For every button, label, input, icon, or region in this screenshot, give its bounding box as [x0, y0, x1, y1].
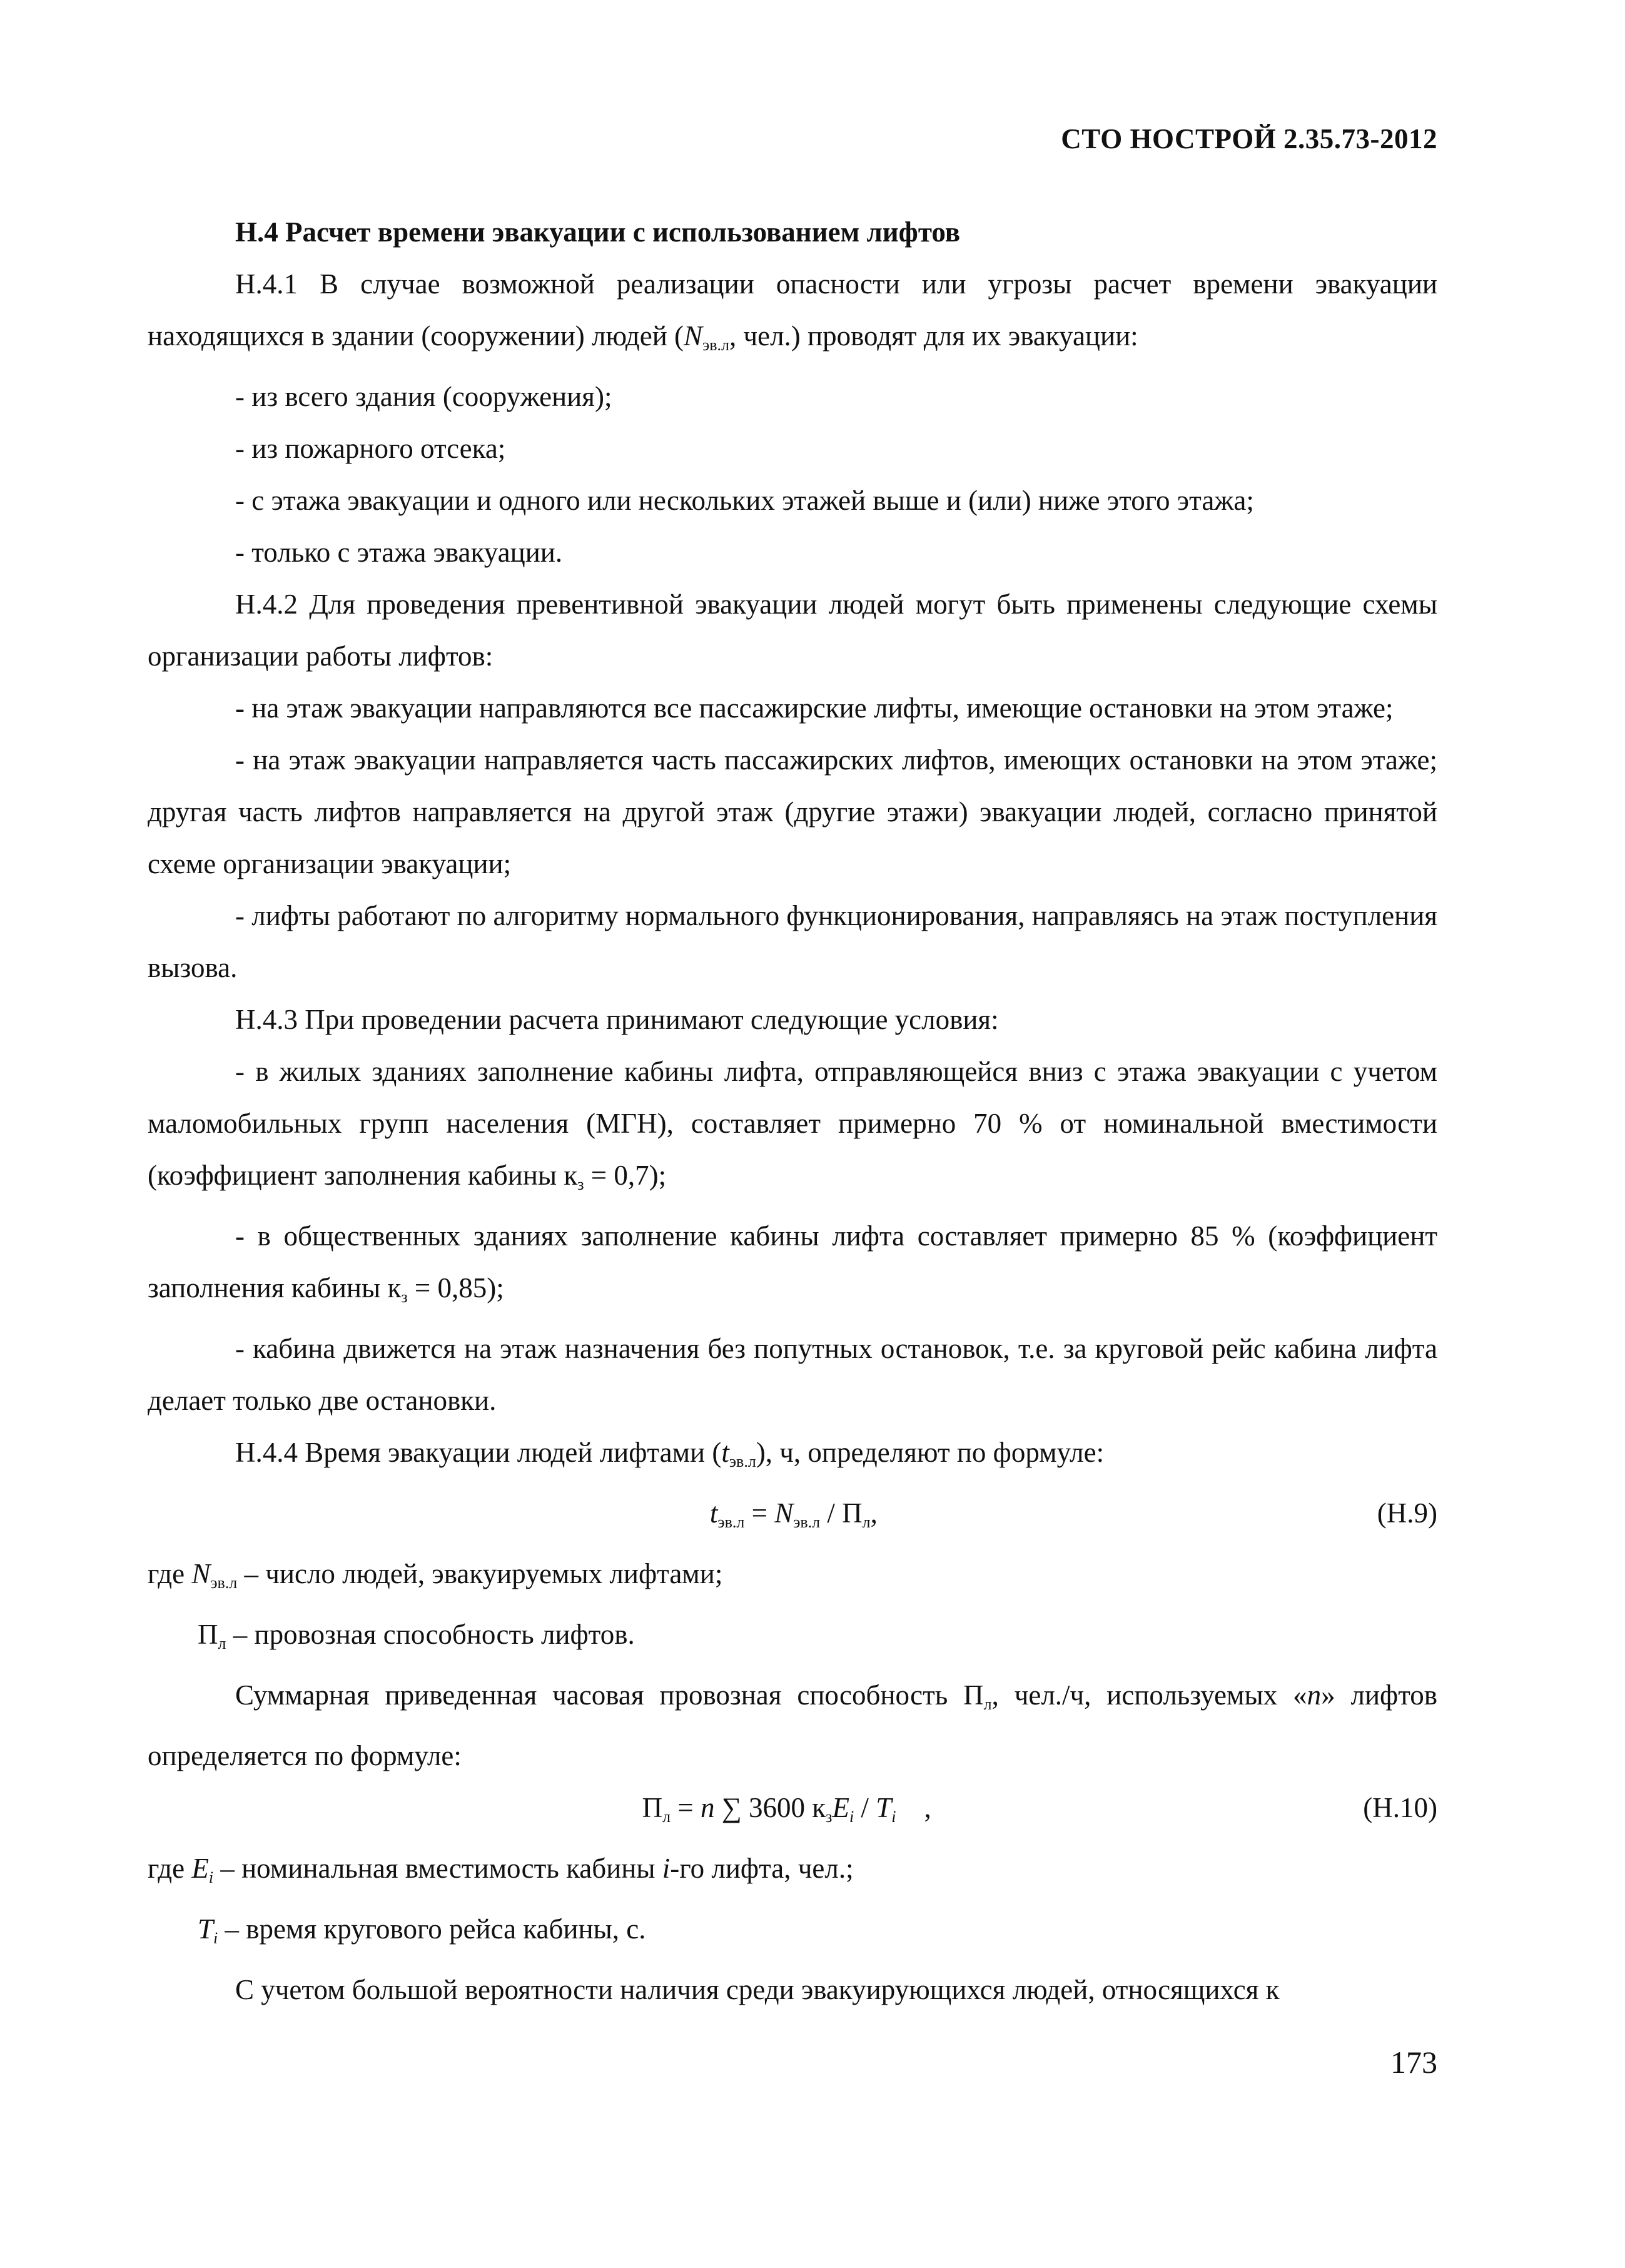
eq9-t: t: [709, 1497, 718, 1529]
where-h10-b: [148, 1903, 1437, 1964]
where10b-text: – время кругового рейса кабины, с.: [218, 1913, 646, 1945]
eq10-eq: =: [671, 1792, 701, 1823]
eq10-end: ,: [896, 1792, 931, 1823]
h41-sub: эв.л: [702, 336, 729, 354]
page-number: 173: [1390, 2045, 1437, 2080]
condition-item: - кабина движется на этаж назначения без попутных остановок, т.е. за круговой рейс кабина лифта делает только две остановки.: [148, 1333, 1437, 1416]
where10-sub: i: [208, 1868, 214, 1886]
condition-item: [148, 1046, 1437, 1210]
equation-h9: [148, 1487, 1437, 1548]
eq10-n: n: [700, 1792, 715, 1823]
where10b-var: T: [198, 1913, 214, 1945]
equation-h10-body: [148, 1782, 1363, 1843]
eq10-p: П: [642, 1792, 663, 1823]
cond2-text-a: - в общественных зданиях заполнение кабины лифта составляет примерно 85 % (коэффициент заполнения кабины к: [148, 1220, 1437, 1304]
list2-item: - лифты работают по алгоритму нормального функционирования, направляясь на этаж поступления вызова.: [148, 900, 1437, 983]
equation-h9-label: (Н.9): [1377, 1497, 1437, 1529]
page-body: [148, 206, 1437, 2016]
h41-var: N: [684, 320, 703, 352]
eq10-p-sub: л: [662, 1808, 671, 1826]
list1-item: - только с этажа эвакуации.: [235, 537, 563, 568]
eq9-t-sub: эв.л: [717, 1513, 745, 1531]
eq9-n: N: [774, 1497, 794, 1529]
equation-h10: [148, 1782, 1437, 1843]
list2-item: - на этаж эвакуации направляется часть пассажирских лифтов, имеющих остановки на этом этаже; другая часть лифтов направляется на другой этаж (другие этажи) эвакуации людей, согласно принятой схеме организации эвакуации;: [148, 744, 1437, 879]
where9-var: N: [191, 1558, 211, 1589]
eq10-e: E: [832, 1792, 849, 1823]
where10-ivar: i: [662, 1853, 671, 1884]
eq9-end: ,: [870, 1497, 878, 1529]
cond1-text-a: - в жилых зданиях заполнение кабины лифта, отправляющейся вниз с этажа эвакуации с учетом маломобильных групп населения (МГН), составляет примерно 70 % от номинальной вместимости (коэффициент заполнения кабины к: [148, 1056, 1437, 1191]
eq10-div: /: [854, 1792, 876, 1823]
sum-text-b: , чел./ч, используемых «: [991, 1679, 1307, 1711]
document-code-header: СТО НОСТРОЙ 2.35.73-2012: [1061, 123, 1437, 154]
where9b-var: П: [198, 1619, 218, 1650]
list2-item: - на этаж эвакуации направляются все пассажирские лифты, имеющие остановки на этом этаже;: [235, 692, 1394, 724]
where9b-text: – провозная способность лифтов.: [226, 1619, 635, 1650]
eq9-eq: =: [744, 1497, 775, 1529]
where10-text-a: – номинальная вместимость кабины: [213, 1853, 662, 1884]
equation-h9-body: [148, 1487, 1377, 1548]
paragraph-sum: [148, 1669, 1437, 1782]
sum-var: n: [1307, 1679, 1322, 1711]
condition-item: [148, 1210, 1437, 1323]
eq9-p-sub: л: [862, 1513, 871, 1531]
where-h10: [148, 1843, 1437, 1903]
paragraph-last: С учетом большой вероятности наличия среди эвакуирующихся людей, относящихся к: [235, 1974, 1280, 2005]
where10-pre: где: [148, 1853, 192, 1884]
h44-sub: эв.л: [729, 1452, 756, 1471]
sum-text-c: » лифтов определяется по формуле:: [148, 1679, 1438, 1771]
equation-h10-label: (Н.10): [1363, 1792, 1437, 1823]
where9-sub: эв.л: [210, 1574, 238, 1592]
sum-sub: л: [983, 1695, 992, 1713]
list1-item: - с этажа эвакуации и одного или нескольких этажей выше и (или) ниже этого этажа;: [235, 485, 1254, 516]
list1-item: - из пожарного отсека;: [235, 433, 506, 464]
eq9-div: / П: [820, 1497, 863, 1529]
list1-item: - из всего здания (сооружения);: [235, 381, 612, 412]
cond1-sub: з: [577, 1175, 584, 1193]
cond2-sub: з: [401, 1288, 408, 1306]
where-h9: [148, 1548, 1437, 1609]
where-h9-b: [148, 1609, 1437, 1669]
where10b-sub: i: [213, 1929, 218, 1947]
h44-text-a: Н.4.4 Время эвакуации людей лифтами (: [235, 1437, 722, 1468]
eq10-t: T: [876, 1792, 892, 1823]
h41-text-b: , чел.) проводят для их эвакуации:: [729, 320, 1138, 352]
paragraph-h41: [148, 258, 1437, 371]
eq10-e-sub: i: [849, 1808, 854, 1826]
paragraph-h44: [148, 1427, 1437, 1487]
paragraph-h43: Н.4.3 При проведении расчета принимают следующие условия:: [235, 1004, 999, 1035]
paragraph-h42: Н.4.2 Для проведения превентивной эвакуации людей могут быть применены следующие схемы организации работы лифтов:: [148, 589, 1437, 672]
section-title: Н.4 Расчет времени эвакуации с использованием лифтов: [235, 216, 961, 248]
cond1-text-b: = 0,7);: [584, 1160, 667, 1191]
eq10-sum: ∑ 3600 к: [714, 1792, 826, 1823]
where10-text-b: -го лифта, чел.;: [670, 1853, 854, 1884]
eq10-t-sub: i: [891, 1808, 896, 1826]
where10-var: E: [191, 1853, 209, 1884]
h41-text-a: Н.4.1 В случае возможной реализации опасности или угрозы расчет времени эвакуации находящихся в здании (сооружении) людей (: [148, 268, 1437, 352]
where9b-sub: л: [218, 1634, 226, 1653]
h44-var: t: [721, 1437, 729, 1468]
sum-text-a: Суммарная приведенная часовая провозная способность П: [235, 1679, 984, 1711]
where9-pre: где: [148, 1558, 192, 1589]
eq9-n-sub: эв.л: [793, 1513, 821, 1531]
h44-text-b: ), ч, определяют по формуле:: [756, 1437, 1105, 1468]
where9-text: – число людей, эвакуируемых лифтами;: [237, 1558, 723, 1589]
eq10-k-sub: з: [826, 1808, 833, 1826]
cond2-text-b: = 0,85);: [407, 1272, 504, 1304]
